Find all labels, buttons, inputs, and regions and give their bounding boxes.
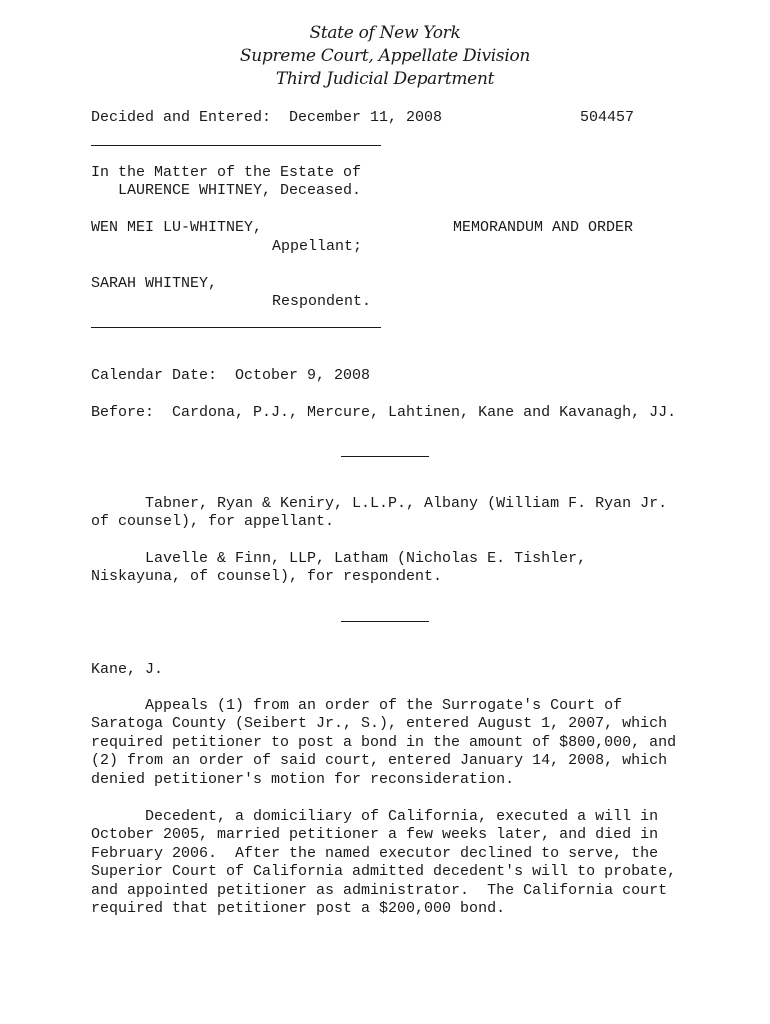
caption-bottom-rule bbox=[91, 327, 381, 328]
opinion-p2-line: Decedent, a domiciliary of California, executed a will in bbox=[91, 808, 659, 825]
court-name-department: Third Judicial Department bbox=[275, 69, 495, 89]
appellant-counsel-line-1: Tabner, Ryan & Keniry, L.L.P., Albany (William F. Ryan Jr. bbox=[91, 495, 668, 512]
appellant-counsel-line-2: of counsel), for appellant. bbox=[91, 513, 335, 530]
matter-line-1: In the Matter of the Estate of bbox=[91, 164, 362, 181]
decided-entered-date: Decided and Entered: December 11, 2008 bbox=[91, 109, 443, 126]
docket-number: 504457 bbox=[580, 109, 635, 126]
court-name-division: Supreme Court, Appellate Division bbox=[239, 46, 531, 66]
respondent-name: SARAH WHITNEY, bbox=[91, 275, 218, 292]
opinion-p1-line: (2) from an order of said court, entered January 14, 2008, which bbox=[91, 752, 668, 770]
opinion-p1-line: Appeals (1) from an order of the Surrogate's Court of bbox=[91, 697, 623, 714]
opinion-p2-line: and appointed petitioner as administrator. The California court bbox=[91, 881, 668, 899]
opinion-p2-line: required that petitioner post a $200,000 bond. bbox=[91, 900, 506, 917]
opinion-p2-line: Superior Court of California admitted decedent's will to probate, bbox=[91, 863, 677, 881]
separator-rule-2 bbox=[341, 621, 429, 622]
appellant-name: WEN MEI LU-WHITNEY, bbox=[91, 219, 263, 236]
separator-rule-1 bbox=[341, 456, 429, 457]
respondent-counsel-line-1: Lavelle & Finn, LLP, Latham (Nicholas E. Tishler, bbox=[91, 550, 587, 567]
before-panel: Before: Cardona, P.J., Mercure, Lahtinen, Kane and Kavanagh, JJ. bbox=[91, 404, 677, 421]
court-name-state: State of New York bbox=[309, 23, 461, 43]
appellant-role: Appellant; bbox=[272, 238, 363, 255]
memorandum-label: MEMORANDUM AND ORDER bbox=[453, 219, 634, 236]
opinion-p2-line: February 2006. After the named executor declined to serve, the bbox=[91, 844, 659, 862]
caption-top-rule bbox=[91, 145, 381, 146]
opinion-p1-line: Saratoga County (Seibert Jr., S.), entered August 1, 2007, which bbox=[91, 715, 668, 733]
opinion-p1-line: denied petitioner's motion for reconsideration. bbox=[91, 770, 515, 788]
respondent-role: Respondent. bbox=[272, 293, 372, 310]
opinion-p1-line: required petitioner to post a bond in the amount of $800,000, and bbox=[91, 733, 677, 751]
calendar-date: Calendar Date: October 9, 2008 bbox=[91, 367, 371, 384]
opinion-author: Kane, J. bbox=[91, 661, 164, 678]
opinion-p2-line: October 2005, married petitioner a few weeks later, and died in bbox=[91, 826, 659, 844]
matter-line-2: LAURENCE WHITNEY, Deceased. bbox=[91, 182, 362, 199]
respondent-counsel-line-2: Niskayuna, of counsel), for respondent. bbox=[91, 568, 443, 585]
